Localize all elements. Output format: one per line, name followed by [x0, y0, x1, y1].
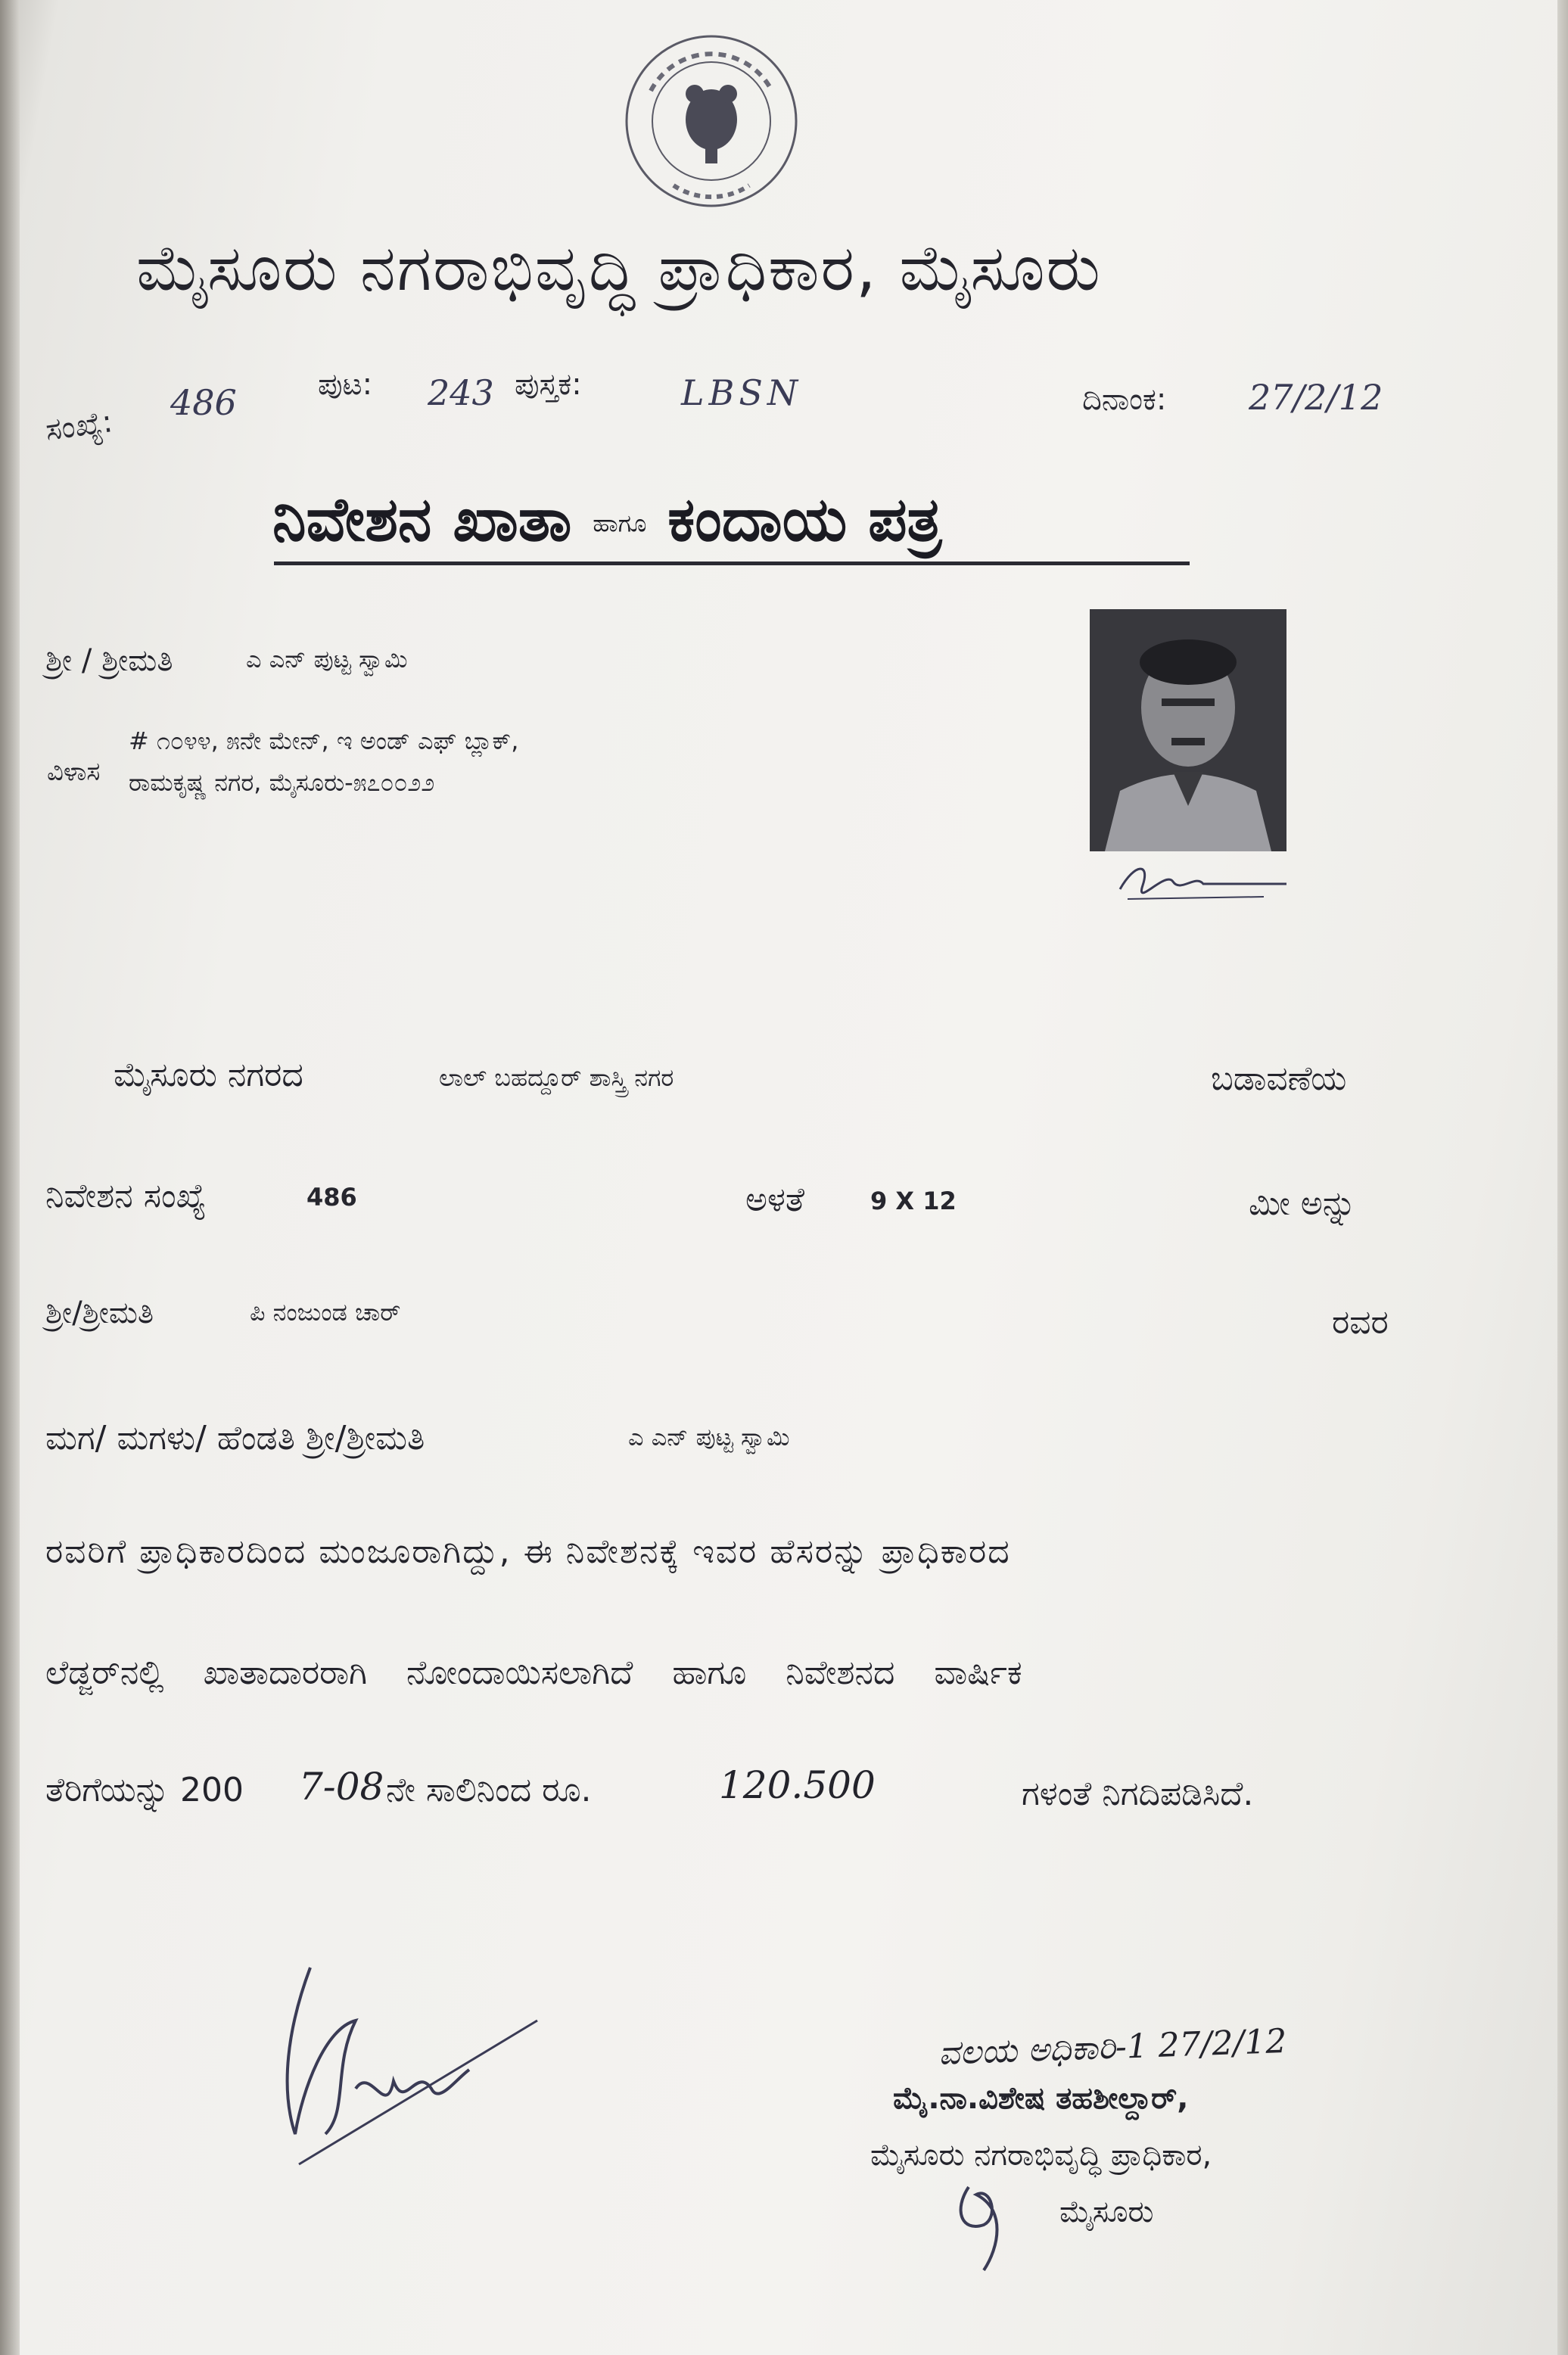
holder-name-label: ಶ್ರೀ / ಶ್ರೀಮತಿ — [45, 643, 173, 678]
body-line4-fill: ಎ ಎನ್ ಪುಟ್ಟ ಸ್ವಾಮಿ — [628, 1423, 790, 1451]
number-label: ಸಂಖ್ಯೆ: — [43, 404, 115, 448]
body-line7-suffix: ಗಳಂತೆ ನಿಗದಿಪಡಿಸಿದೆ. — [1022, 1775, 1254, 1813]
date-value: 27/2/12 — [1249, 377, 1383, 418]
book-value: LBSN — [681, 372, 803, 413]
signatory-line2: ಮೈಸೂರು ನಗರಾಭಿವೃದ್ಧಿ ಪ್ರಾಧಿಕಾರ, — [870, 2138, 1212, 2173]
number-value: 486 — [170, 382, 237, 423]
signatory-line3: ಮೈಸೂರು — [1059, 2195, 1154, 2229]
body-line5: ರವರಿಗೆ ಪ್ರಾಧಿಕಾರದಿಂದ ಮಂಜೂರಾಗಿದ್ದು, ಈ ನಿವೇಶನಕ್ಕೆ ಇವರ ಹೆಸರನ್ನು ಪ್ರಾಧಿಕಾರದ — [45, 1532, 1011, 1571]
official-seal-emblem — [621, 30, 802, 212]
holder-signature — [1112, 855, 1294, 908]
paper-right-edge — [1557, 0, 1568, 2355]
body-line3-fill: ಪಿ ನಂಜುಂಡ ಚಾರ್ — [250, 1298, 401, 1327]
organization-title: ಮೈಸೂರು ನಗರಾಭಿವೃದ್ಧಿ ಪ್ರಾಧಿಕಾರ, ಮೈಸೂರು — [136, 231, 1102, 305]
body-line2-number: 486 — [306, 1183, 357, 1212]
signatory-line1: ಮೈ.ನಾ.ವಿಶೇಷ ತಹಶೀಲ್ದಾರ್, — [893, 2081, 1189, 2116]
body-line2-suffix: ಮೀ ಅನ್ನು — [1249, 1184, 1357, 1223]
address-label: ವಿಳಾಸ — [47, 757, 101, 787]
date-label: ದಿನಾಂಕ: — [1082, 382, 1167, 417]
page-value: 243 — [428, 372, 494, 413]
title-underline — [274, 562, 1190, 565]
holder-photograph — [1090, 609, 1286, 851]
signatory-hand-line: ವಲಯ ಅಧಿಕಾರಿ-1 27/2/12 — [938, 2021, 1288, 2073]
body-line7-mid: ನೇ ಸಾಲಿನಿಂದ ರೂ. — [386, 1771, 592, 1809]
body-line4-label: ಮಗ/ ಮಗಳು/ ಹೆಂಡತಿ ಶ್ರೀ/ಶ್ರೀಮತಿ — [45, 1419, 425, 1457]
title-connector: ಹಾಗೂ — [593, 509, 647, 538]
body-line1-fill: ಲಾಲ್ ಬಹದ್ದೂರ್ ಶಾಸ್ತ್ರಿ ನಗರ — [439, 1063, 674, 1092]
body-line1-prefix: ಮೈಸೂರು ನಗರದ — [114, 1056, 303, 1094]
body-line3-suffix: ರವರ — [1332, 1303, 1389, 1342]
book-label: ಪುಸ್ತಕ: — [515, 367, 582, 402]
body-line7-amount: 120.500 — [719, 1763, 876, 1807]
address-line-2: ರಾಮಕೃಷ್ಣ ನಗರ, ಮೈಸೂರು-೫೭೦೦೨೨ — [129, 768, 435, 797]
page-label: ಪುಟ: — [318, 367, 373, 402]
body-line6: ಲೆಡ್ಜರ್‌ನಲ್ಲಿ ಖಾತಾದಾರರಾಗಿ ನೋಂದಾಯಿಸಲಾಗಿದೆ ಹಾಗೂ ನಿವೇಶನದ ವಾರ್ಷಿಕ — [45, 1653, 1022, 1692]
body-line2-size: 9 X 12 — [870, 1187, 957, 1215]
body-line1-suffix: ಬಡಾವಣೆಯ — [1211, 1059, 1347, 1098]
body-line7-prefix: ತೆರಿಗೆಯನ್ನು 200 — [45, 1771, 244, 1809]
document-title — [272, 484, 941, 555]
officer-signature-left — [242, 1937, 560, 2179]
body-line2-label: ನಿವೇಶನ ಸಂಖ್ಯೆ — [45, 1177, 207, 1215]
body-line7-year: 7-08 — [299, 1765, 384, 1809]
holder-name-value: ಎ ಎನ್ ಪುಟ್ಟ ಸ್ವಾಮಿ — [246, 645, 408, 674]
body-line2-size-label: ಅಳತೆ — [745, 1181, 804, 1219]
address-line-1: # ೧೦೪೪, ೫ನೇ ಮೇನ್, ಇ ಅಂಡ್ ಎಫ್ ಬ್ಲಾಕ್, — [129, 726, 519, 755]
book-binding-edge — [0, 0, 20, 2355]
title-left: ನಿವೇಶನ ಖಾತಾ — [272, 484, 572, 555]
signatory-signature — [938, 2164, 1090, 2278]
title-right: ಕಂದಾಯ ಪತ್ರ — [667, 484, 942, 555]
body-line3-label: ಶ್ರೀ/ಶ್ರೀಮತಿ — [45, 1296, 154, 1330]
